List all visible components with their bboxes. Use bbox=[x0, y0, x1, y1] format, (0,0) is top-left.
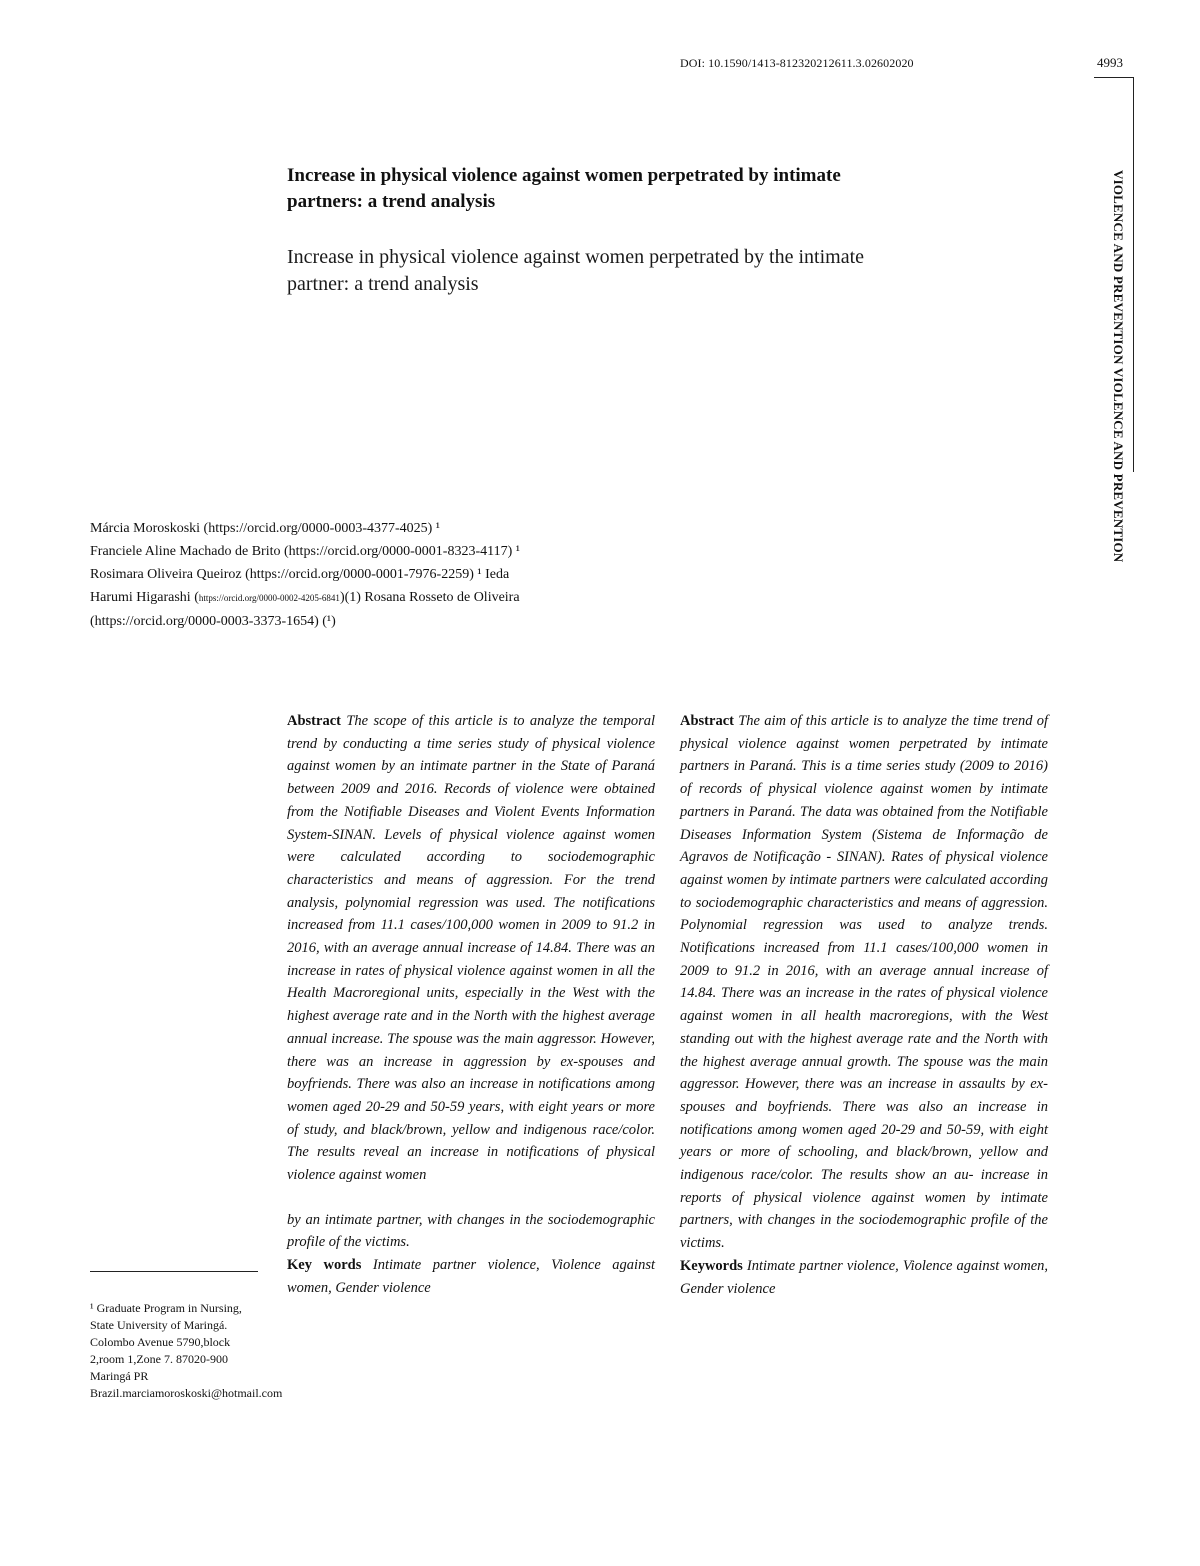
affiliation-footnote: ¹ Graduate Program in Nursing, State University of Maringá. Colombo Avenue 5790,block 2,room 1,Zone 7. 87020-900 Maringá PR Brazil.marciamoroskoski@hotmail.com bbox=[90, 1301, 283, 1400]
abstract-column-2 bbox=[680, 710, 1048, 1300]
abstract-continuation: by an intimate partner, with changes in the sociodemographic profile of the victims. bbox=[287, 1211, 655, 1251]
author-line: Franciele Aline Machado de Brito (https://orcid.org/0000-0001-8323-4117) ¹ bbox=[90, 544, 520, 559]
author-text: Harumi Higarashi ( bbox=[90, 590, 199, 605]
doi: DOI: 10.1590/1413-812320212611.3.02602020 bbox=[680, 56, 914, 70]
abstract-label: Abstract bbox=[287, 713, 341, 729]
page-number: 4993 bbox=[1097, 55, 1123, 70]
author-line: Márcia Moroskoski (https://orcid.org/0000-0003-4377-4025) ¹ bbox=[90, 521, 441, 536]
abstract-text: The scope of this article is to analyze the temporal trend by conducting a time series study of physical violence against women by an intimate partner in the State of Paraná between 2009 and 2016. Records of violence were obtained from the Notifiable Diseases and Violent Events Information System-SINAN. Levels of physical violence against women were calculated according to sociodemographic characteristics and means of aggression. For the trend analysis, polynomial regression was used. The notifications increased from 11.1 cases/100,000 women in 2009 to 91.2 in 2016, with an average annual increase of 14.84. There was an increase in rates of physical violence against women in all the Health Macroregional units, especially in the West with the highest average rate and in the North with the highest average annual increase. The spouse was the main aggressor. However, there was an increase in aggression by ex-spouses and boyfriends. There was also an increase in notifications among women aged 20-29 and 50-59 years, with eight years or more of study, and black/brown, yellow and indigenous race/color. The results reveal an increase in notifications of physical violence against women bbox=[287, 713, 655, 1184]
abstract-column-1 bbox=[287, 710, 655, 1300]
article-title: Increase in physical violence against women perpetrated by intimate partners: a trend analysis bbox=[287, 165, 841, 212]
keywords-text: Intimate partner violence, Violence against women, Gender violence bbox=[680, 1257, 1049, 1297]
author-text: )(1) Rosana Rosseto de Oliveira bbox=[339, 590, 520, 605]
keywords-text: Intimate partner violence, Violence against women, Gender violence bbox=[287, 1257, 655, 1296]
abstract-text: The aim of this article is to analyze the time trend of physical violence against women perpetrated by intimate partners in Paraná. This is a time series study (2009 to 2016) of records of physical violence against women by intimate partners in Paraná. The data was obtained from the Notifiable Diseases Information System (Sistema de Informação de Agravos de Notificação - SINAN). Rates of physical violence against women by intimate partners were calculated according to sociodemographic characteristics and means of aggression. Polynomial regression was used to analyze trends. Notifications increased from 11.1 cases/100,000 women in 2009 to 91.2 in 2016, with an average annual increase of 14.84. There was an increase in the rates of physical violence against women in all health macroregions, with the West standing out with the highest average rate and the North with the highest average annual growth. The spouse was the main aggressor. However, there was an increase in assaults by ex-spouses and boyfriends. There was also an increase in notifications among women aged 20-29 and 50-59, with eight years or more of schooling, and black/brown, yellow and indigenous race/color. The results show an au- increase in reports of physical violence against women by intimate partners, with changes in the sociodemographic profile of the victims. bbox=[680, 713, 1048, 1252]
author-list bbox=[90, 517, 610, 633]
author-line: (https://orcid.org/0000-0003-3373-1654) (¹) bbox=[90, 614, 336, 629]
section-side-label: VIOLENCE AND PREVENTION VIOLENCE AND PREVENTION bbox=[1111, 170, 1126, 563]
orcid-link: https://orcid.org/0000-0002-4205-6841 bbox=[198, 593, 340, 603]
author-line bbox=[90, 586, 610, 610]
keywords-label: Key words bbox=[287, 1257, 362, 1274]
footnote-rule bbox=[90, 1271, 258, 1272]
keywords-label: Keywords bbox=[680, 1257, 743, 1274]
header-rule bbox=[1094, 77, 1134, 78]
author-line: Rosimara Oliveira Queiroz (https://orcid.org/0000-0001-7976-2259) ¹ Ieda bbox=[90, 567, 510, 582]
article-subtitle: Increase in physical violence against women perpetrated by the intimate partner: a trend analysis bbox=[287, 246, 865, 295]
abstract-label: Abstract bbox=[680, 713, 734, 729]
